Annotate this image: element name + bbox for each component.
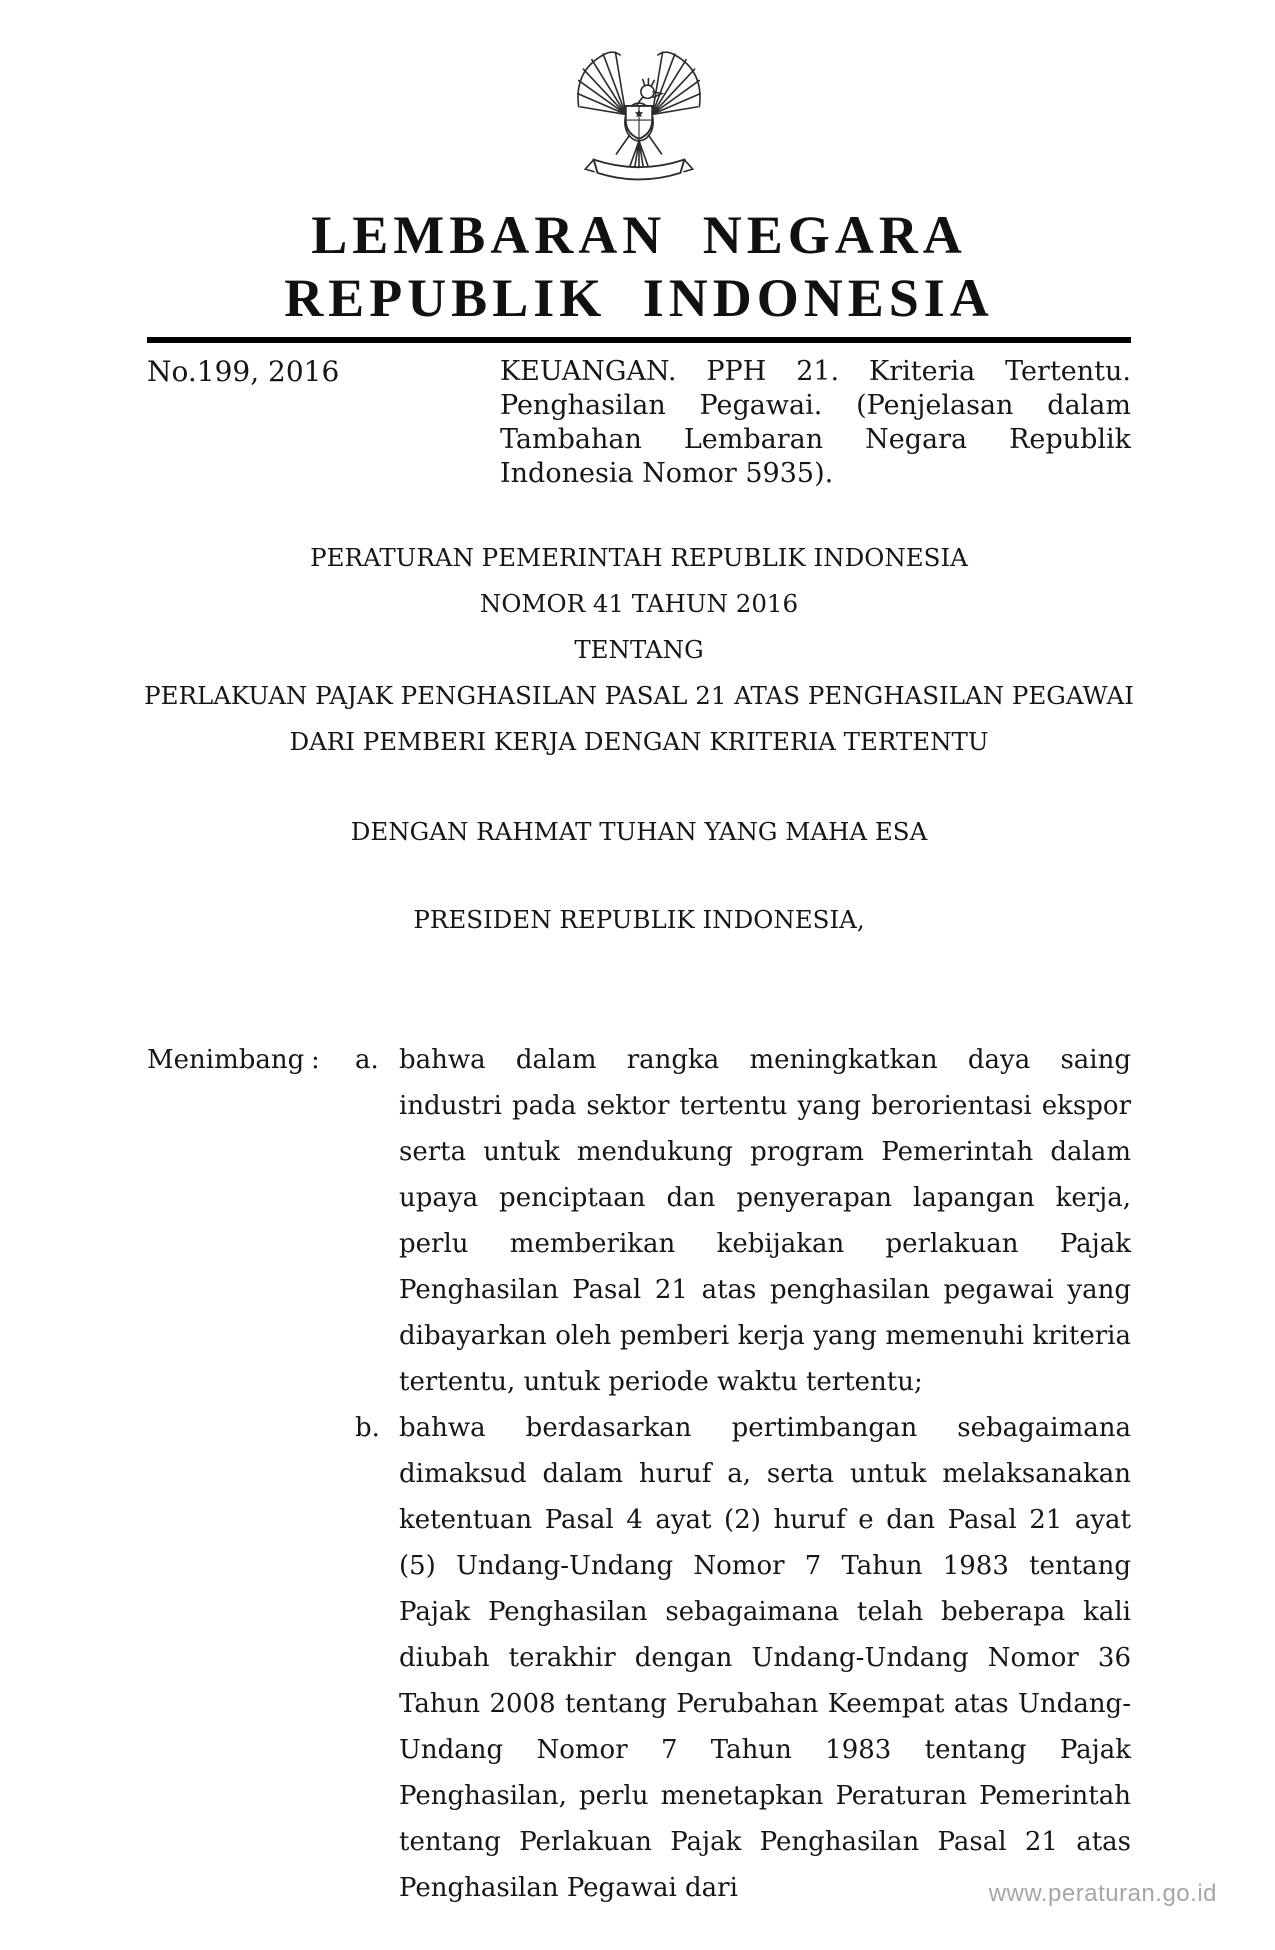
masthead-title <box>147 204 1131 329</box>
issue-row <box>147 355 1131 491</box>
regulation-title-line-2: NOMOR 41 TAHUN 2016 <box>479 589 799 619</box>
masthead <box>147 46 1131 329</box>
regulation-title-line-3: TENTANG <box>574 635 704 665</box>
issue-number: No.199, 2016 <box>147 355 340 389</box>
regulation-title-line-1: PERATURAN PEMERINTAH REPUBLIK INDONESIA <box>310 543 968 573</box>
considering-item <box>355 1405 1131 1911</box>
garuda-pancasila-emblem-icon <box>147 46 1131 200</box>
masthead-line2: REPUBLIK INDONESIA <box>284 267 994 328</box>
item-text: bahwa berdasarkan pertimbangan sebagaimana dimaksud dalam huruf a, serta untuk melaksanakan ketentuan Pasal 4 ayat (2) huruf e dan Pasal 21 ayat (5) Undang-Undang Nomor 7 Tahun 1983 tentang Pajak Penghasilan sebagaimana telah beberapa kali diubah terakhir dengan Undang-Undang Nomor 36 Tahun 2008 tentang Perubahan Keempat atas Undang-Undang Nomor 7 Tahun 1983 tentang Pajak Penghasilan, perlu menetapkan Peraturan Pemerintah tentang Perlakuan Pajak Penghasilan Pasal 21 atas Penghasilan Pegawai dari <box>399 1413 1131 1904</box>
issuer-line: PRESIDEN REPUBLIK INDONESIA, <box>413 905 865 935</box>
invocation-line: DENGAN RAHMAT TUHAN YANG MAHA ESA <box>350 817 928 847</box>
subject-abstract: KEUANGAN. PPH 21. Kriteria Tertentu. Penghasilan Pegawai. (Penjelasan dalam Tambahan Lembaran Negara Republik Indonesia Nomor 5935). <box>500 356 1131 490</box>
considering-items <box>355 1037 1131 1911</box>
masthead-rule <box>147 337 1131 343</box>
item-marker: b. <box>355 1413 380 1444</box>
considering-item <box>355 1037 1131 1405</box>
considering-label: Menimbang <box>147 1045 305 1076</box>
footer-watermark-url: www.peraturan.go.id <box>988 1880 1217 1907</box>
item-text: bahwa dalam rangka meningkatkan daya saing industri pada sektor tertentu yang berorientasi ekspor serta untuk mendukung program Pemerintah dalam upaya penciptaan dan penyerapan lapangan kerja, perlu memberikan kebijakan perlakuan Pajak Penghasilan Pasal 21 atas penghasilan pegawai yang dibayarkan oleh pemberi kerja yang memenuhi kriteria tertentu, untuk periode waktu tertentu; <box>399 1045 1131 1398</box>
considering-section <box>147 1037 1131 1911</box>
regulation-title-line-4: PERLAKUAN PAJAK PENGHASILAN PASAL 21 ATAS PENGHASILAN PEGAWAI <box>144 681 1134 711</box>
regulation-title-block <box>105 535 1173 765</box>
regulation-title-line-5: DARI PEMBERI KERJA DENGAN KRITERIA TERTENTU <box>289 727 989 757</box>
item-marker: a. <box>355 1045 379 1076</box>
considering-colon: : <box>311 1045 320 1076</box>
masthead-line1: LEMBARAN NEGARA <box>311 205 967 265</box>
